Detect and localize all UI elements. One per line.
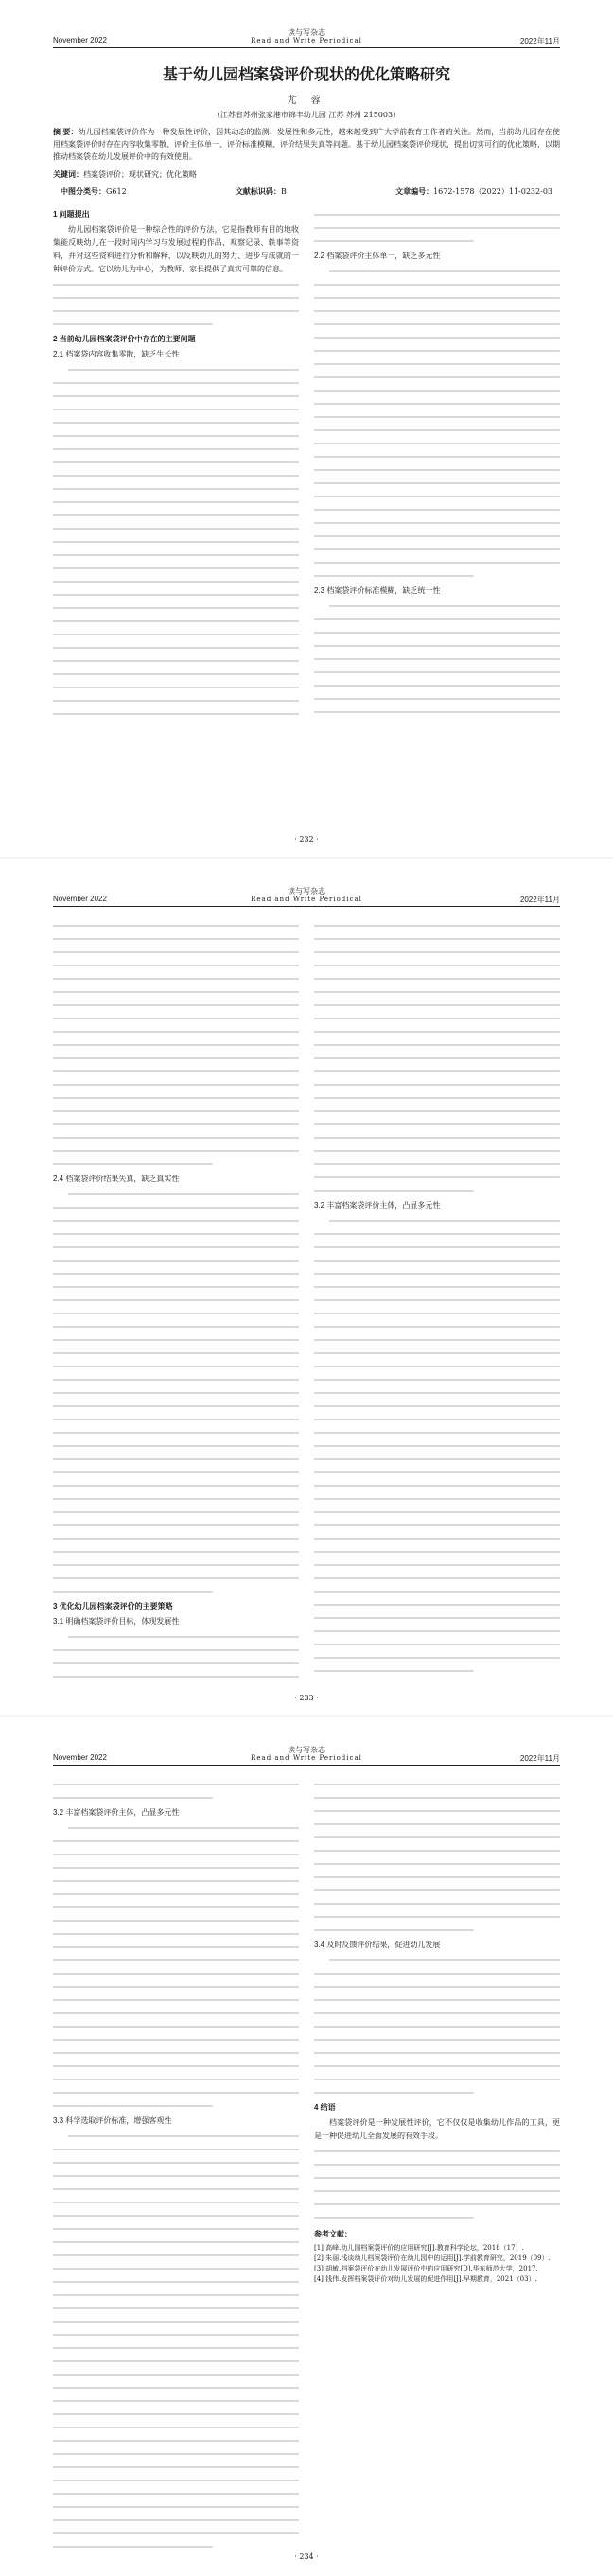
page-header <box>53 0 560 49</box>
article-author: 尤 蓉 <box>287 96 326 106</box>
text-block <box>53 2130 299 2553</box>
text-block <box>314 1214 560 1678</box>
subsection-heading: 3.2 丰富档案袋评价主体，凸显多元性 <box>314 1201 441 1210</box>
header-date-cn: 2022年11月 <box>519 896 560 904</box>
journal-name-cn: 读与写杂志 <box>288 887 325 896</box>
subsection-heading: 2.2 档案袋评价主体单一，缺乏多元性 <box>314 252 441 260</box>
references-title: 参考文献： <box>314 2230 352 2238</box>
body-columns <box>53 917 560 1683</box>
text-block <box>53 1778 299 1804</box>
abstract <box>53 126 560 163</box>
keywords-text: 档案袋评价；现状研究；优化策略 <box>83 170 197 179</box>
article-title: 基于幼儿园档案袋评价现状的优化策略研究 <box>162 67 450 83</box>
classification-row <box>53 186 560 197</box>
body-columns <box>53 1776 560 2553</box>
section-heading: 1 问题提出 <box>53 210 90 218</box>
page-number: · 234 · <box>294 2552 319 2561</box>
keywords <box>53 168 560 181</box>
journal-name-en: Read and Write Periodical <box>251 1754 362 1762</box>
subsection-heading: 2.1 档案袋内容收集零散，缺乏生长性 <box>53 350 180 358</box>
section-heading: 2 当前幼儿园档案袋评价中存在的主要问题 <box>53 335 196 343</box>
text-block <box>314 265 560 583</box>
article-number: 文章编号：1672-1578（2022）11-0232-03 <box>395 187 552 196</box>
subsection-heading: 3.1 明确档案袋评价目标，体现发展性 <box>53 1617 180 1626</box>
reference-item: [3] 胡敏.档案袋评价在幼儿发展评价中的应用研究[D].华东师范大学，2017. <box>314 2265 538 2272</box>
references <box>314 2228 560 2285</box>
reference-item: [2] 朱丽.浅谈幼儿档案袋评价在幼儿园中的运用[J].学前教育研究，2019（09）. <box>314 2254 551 2262</box>
reference-item: [1] 高峰.幼儿园档案袋评价的应用研究[J].教育科学论坛，2018（17）. <box>314 2244 524 2252</box>
page-number: · 233 · <box>294 1694 319 1702</box>
article-affiliation: （江苏省苏州张家港市锦丰幼儿园 江苏 苏州 215003） <box>212 111 401 119</box>
body-columns <box>53 206 560 721</box>
column-right <box>314 206 560 721</box>
abstract-label: 摘 要： <box>53 128 79 136</box>
reference-item: [4] 钱伟.发挥档案袋评价对幼儿发展的促进作用[J].早期教育，2021（03）. <box>314 2275 537 2283</box>
text-block <box>53 278 299 331</box>
journal-name-en: Read and Write Periodical <box>251 37 362 44</box>
column-right <box>314 1776 560 2553</box>
text-block <box>314 919 560 1197</box>
section-heading: 3 优化幼儿园档案袋评价的主要策略 <box>53 1602 173 1610</box>
header-date-cn: 2022年11月 <box>519 37 560 45</box>
column-left <box>53 206 299 721</box>
header-rule <box>53 1765 560 1766</box>
subsection-heading: 2.4 档案袋评价结果失真，缺乏真实性 <box>53 1175 180 1183</box>
journal-name-en: Read and Write Periodical <box>251 896 362 903</box>
header-date-en: November 2022 <box>53 895 107 903</box>
text-block <box>314 1778 560 1937</box>
paragraph: 幼儿园档案袋评价是一种综合性的评价方法，它是指教师有目的地收集能反映幼儿在一段时间内学习与发展过程的作品、观察记录、轶事等资料，并对这些资料进行分析和解释，以反映幼儿的努力、进步与成就的一种评价方式。它以幼儿为中心，为教师、家长提供了真实可靠的信息。 <box>53 225 299 273</box>
page-1 <box>0 0 613 859</box>
text-block <box>53 1821 299 2113</box>
subsection-heading: 3.4 及时反馈评价结果，促进幼儿发展 <box>314 1941 441 1949</box>
column-right <box>314 917 560 1683</box>
text-block <box>314 2145 560 2224</box>
text-block <box>314 1954 560 2099</box>
clc-number: 中图分类号：G612 <box>61 187 127 196</box>
header-journal <box>53 887 560 904</box>
subsection-heading: 3.3 科学选取评价标准，增强客观性 <box>53 2116 172 2125</box>
header-date-cn: 2022年11月 <box>519 1754 560 1763</box>
header-rule <box>53 906 560 907</box>
page-header <box>53 1717 560 1767</box>
text-block <box>314 208 560 248</box>
header-rule <box>53 47 560 48</box>
doc-code: 文献标识码：B <box>235 187 287 196</box>
abstract-text: 幼儿园档案袋评价作为一种发展性评价，因其动态的监测、发展性和多元性，越来越受到广大学前教育工作者的关注。然而，当前幼儿园存在使用档案袋评价时存在内容收集零散、评价主体单一、评价标准模糊、评价结果失真等问题。基于幼儿园档案袋评价现状，提出切实可行的优化策略，以期推动档案袋在幼儿发展评价中的有效使用。 <box>53 128 560 161</box>
text-block <box>53 363 299 721</box>
page-2 <box>0 859 613 1717</box>
subsection-heading: 2.3 档案袋评价标准模糊，缺乏统一性 <box>314 586 441 595</box>
column-left <box>53 1776 299 2553</box>
section-heading: 4 结语 <box>314 2103 336 2112</box>
header-date-en: November 2022 <box>53 36 107 44</box>
text-block <box>53 1630 299 1683</box>
page-3 <box>0 1717 613 2576</box>
text-block <box>314 600 560 719</box>
header-journal <box>53 28 560 45</box>
page-number: · 232 · <box>294 835 319 844</box>
header-date-en: November 2022 <box>53 1753 107 1762</box>
subsection-heading: 3.2 丰富档案袋评价主体，凸显多元性 <box>53 1808 180 1817</box>
conclusion-paragraph: 档案袋评价是一种发展性评价，它不仅仅是收集幼儿作品的工具，更是一种促进幼儿全面发展的有效手段。 <box>314 2118 560 2140</box>
text-block <box>53 1188 299 1598</box>
header-journal <box>53 1746 560 1763</box>
page-header <box>53 859 560 908</box>
column-left <box>53 917 299 1683</box>
keywords-label: 关键词： <box>53 170 83 179</box>
journal-name-cn: 读与写杂志 <box>288 28 325 37</box>
text-block <box>53 919 299 1171</box>
journal-name-cn: 读与写杂志 <box>288 1746 325 1754</box>
